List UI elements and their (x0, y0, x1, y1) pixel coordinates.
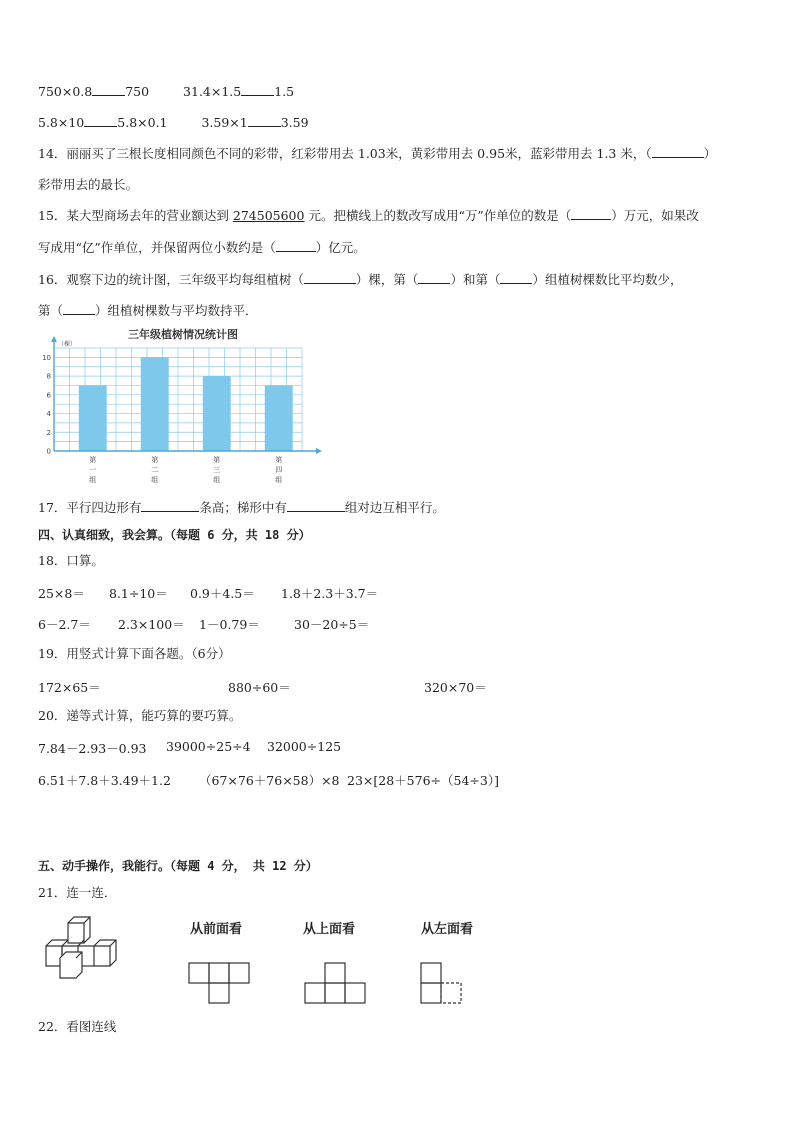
category-label-char: 第 (275, 456, 283, 464)
bar (79, 385, 107, 451)
bar (203, 376, 231, 451)
category-label-char: 第 (151, 456, 159, 464)
q18-title: 18．口算。 (38, 553, 104, 568)
q16-text: ）棵，第（ (355, 272, 419, 287)
q16-text: ）组植树棵数比平均数少， (532, 272, 683, 287)
front-view-shape[interactable] (188, 962, 252, 1004)
q18-item: 8.1÷10＝ (109, 586, 168, 601)
category-label-char: 第 (89, 456, 97, 464)
view-label-left: 从左面看 (421, 922, 474, 937)
q19-item: 880÷60＝ (228, 680, 291, 695)
q20-item: 7.84－2.93－0.93 (38, 741, 147, 756)
q18-item: 1.8＋2.3＋3.7＝ (281, 586, 379, 601)
category-label-char: 组 (275, 476, 283, 484)
q16-line-1 (38, 272, 682, 288)
q22-title: 22．看图连线 (38, 1019, 117, 1034)
q16-text: ）组植树棵数与平均数持平． (95, 303, 258, 318)
q14-line-2: 彩带用去的最长。 (38, 177, 139, 192)
answer-blank[interactable] (418, 272, 450, 284)
category-label-char: 一 (89, 466, 97, 474)
compare-left: 3.59×1 (201, 115, 248, 130)
q18-item: 25×8＝ (38, 586, 85, 601)
answer-blank[interactable] (141, 500, 199, 512)
q15-text: 写成用“亿”作单位，并保留两位小数约是（ (38, 240, 276, 255)
cube-stack-figure (42, 916, 136, 982)
answer-blank[interactable] (652, 146, 704, 158)
q16-text: 16．观察下边的统计图，三年级平均每组植树（ (38, 272, 304, 287)
y-tick-label: 8 (46, 372, 51, 381)
category-label-char: 组 (89, 476, 97, 484)
tree-planting-bar-chart (38, 326, 328, 488)
answer-blank[interactable] (92, 84, 125, 96)
q14-text: 14．丽丽买了三根长度相同颜色不同的彩带，红彩带用去 1.03米，黄彩带用去 0.95米，蓝彩带用去 1.3 米，（ (38, 146, 652, 161)
q20-title: 20．递等式计算，能巧算的要巧算。 (38, 708, 242, 723)
compare-right: 5.8×0.1 (117, 115, 168, 130)
left-view-shape[interactable] (420, 962, 466, 1004)
compare-left: 5.8×10 (38, 115, 85, 130)
category-label-char: 组 (151, 476, 159, 484)
y-tick-label: 6 (46, 391, 51, 400)
q18-item: 2.3×100＝ (118, 617, 185, 632)
q18-item: 30－20÷5＝ (294, 617, 370, 632)
y-tick-label: 10 (42, 353, 51, 362)
compare-left: 750×0.8 (38, 84, 93, 99)
category-label-char: 四 (275, 466, 283, 474)
q17-text: 17．平行四边形有 (38, 500, 142, 515)
answer-blank[interactable] (500, 272, 532, 284)
q17-text: 条高；梯形中有 (199, 500, 287, 515)
x-axis-arrow (316, 448, 322, 454)
q20-item: 39000÷25÷4 (166, 739, 251, 754)
q19-title: 19．用竖式计算下面各题。（6分） (38, 646, 231, 661)
category-label-char: 第 (213, 456, 221, 464)
answer-blank[interactable] (571, 208, 611, 220)
compare-left: 31.4×1.5 (183, 84, 242, 99)
category-label-char: 三 (213, 466, 221, 474)
category-label-char: 组 (213, 476, 221, 484)
chart-title: 三年级植树情况统计图 (128, 328, 238, 341)
compare-right: 750 (125, 84, 150, 99)
answer-blank[interactable] (248, 115, 281, 127)
q15-line-1 (38, 208, 699, 224)
compare-row-2 (38, 115, 309, 131)
q20-item: 32000÷125 (267, 739, 342, 754)
answer-blank[interactable] (304, 272, 356, 284)
view-label-top: 从上面看 (303, 922, 356, 937)
q20-item: 23×[28＋576÷（54÷3）] (347, 773, 499, 788)
q16-text: 第（ (38, 303, 64, 318)
q18-item: 1－0.79＝ (199, 617, 260, 632)
q14-text: ） (703, 146, 717, 161)
bar (141, 357, 169, 451)
underlined-number: 274505600 (232, 208, 305, 223)
q14-line-1 (38, 146, 716, 162)
q15-line-2 (38, 240, 366, 256)
answer-blank[interactable] (287, 500, 345, 512)
y-axis-unit: （棵） (58, 341, 77, 348)
q21-title: 21．连一连． (38, 885, 117, 900)
y-axis-arrow (51, 336, 57, 342)
section-4-heading: 四、认真细致，我会算。（每题 6 分，共 18 分） (38, 528, 311, 542)
section-5-heading: 五、动手操作，我能行。（每题 4 分， 共 12 分） (38, 859, 318, 873)
compare-right: 3.59 (280, 115, 309, 130)
compare-right: 1.5 (274, 84, 295, 99)
answer-blank[interactable] (276, 240, 316, 252)
q17-line (38, 500, 445, 516)
category-label-char: 二 (151, 466, 159, 474)
top-view-shape[interactable] (304, 962, 368, 1004)
q18-item: 0.9＋4.5＝ (190, 586, 255, 601)
answer-blank[interactable] (241, 84, 274, 96)
view-label-front: 从前面看 (190, 922, 243, 937)
q18-item: 6－2.7＝ (38, 617, 91, 632)
q20-item: （67×76＋76×58）×8 (199, 773, 340, 788)
bar (265, 385, 293, 451)
q19-item: 320×70＝ (424, 680, 487, 695)
y-tick-label: 0 (46, 447, 51, 456)
q15-text: ）亿元。 (315, 240, 366, 255)
q15-text: 元。把横线上的数改写成用“万”作单位的数是（ (304, 208, 572, 223)
compare-row-1 (38, 84, 294, 100)
answer-blank[interactable] (63, 303, 95, 315)
q15-text: 15．某大型商场去年的营业额达到 (38, 208, 233, 223)
q15-text: ）万元，如果改 (611, 208, 699, 223)
q20-item: 6.51＋7.8＋3.49＋1.2 (38, 773, 171, 788)
q16-text: ）和第（ (450, 272, 501, 287)
q17-text: 组对边互相平行。 (344, 500, 445, 515)
q16-line-2 (38, 303, 258, 319)
y-tick-label: 2 (46, 428, 51, 437)
q19-item: 172×65＝ (38, 680, 101, 695)
answer-blank[interactable] (84, 115, 117, 127)
y-tick-label: 4 (46, 410, 51, 419)
